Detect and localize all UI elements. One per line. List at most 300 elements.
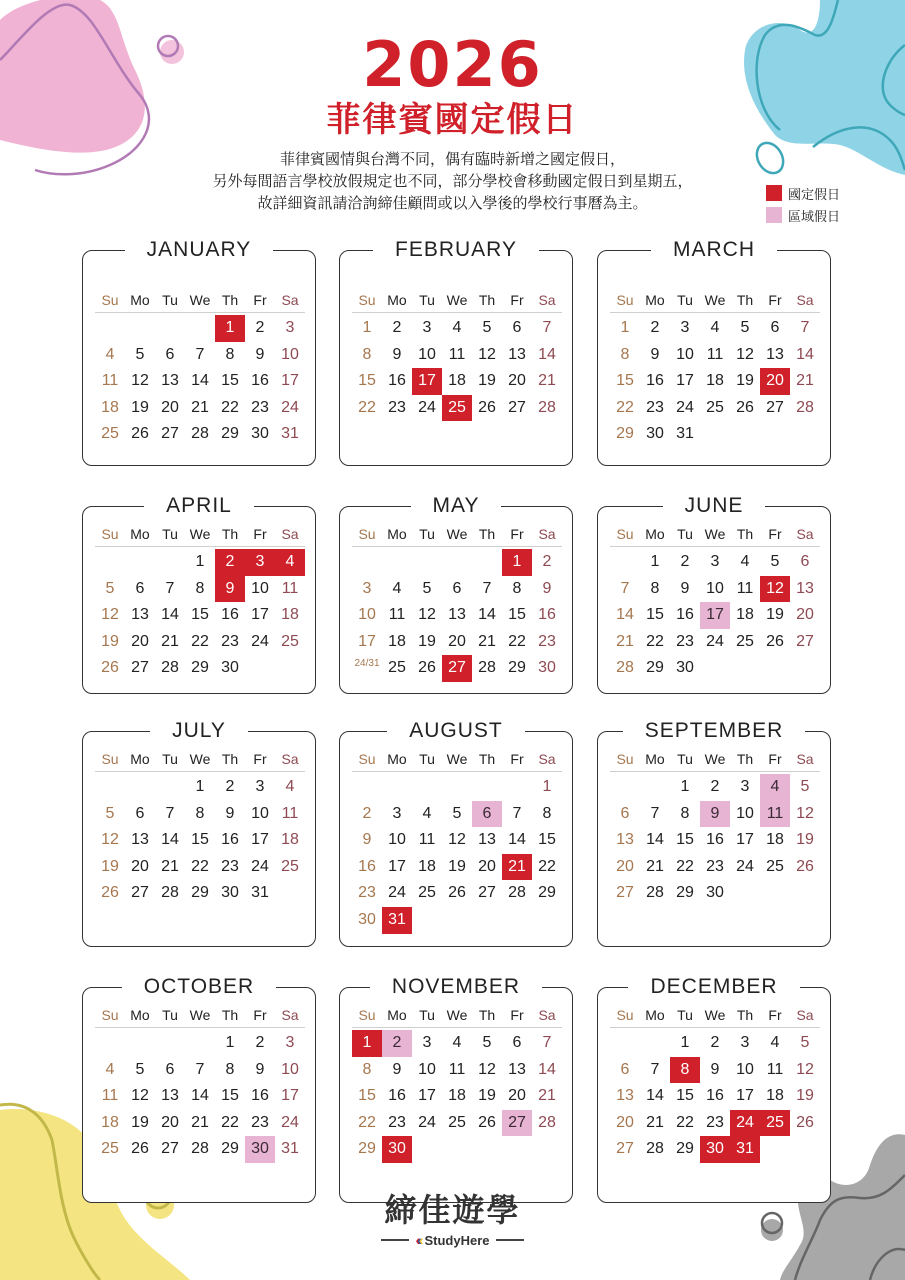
national-holiday-cell: 25 — [760, 1110, 790, 1137]
day-cell: 18 — [766, 831, 784, 849]
day-cell: 19 — [796, 1087, 814, 1105]
month-card-october — [82, 975, 316, 1203]
day-cell: 10 — [418, 345, 436, 363]
day-cell: 12 — [736, 345, 754, 363]
day-cell: 10 — [388, 831, 406, 849]
week-row — [352, 395, 562, 422]
day-cell: 12 — [101, 831, 119, 849]
empty-day-cell — [412, 1136, 442, 1163]
weekday-header — [610, 1004, 820, 1028]
day-cell: 2 — [710, 778, 720, 795]
month-name: JULY — [150, 718, 248, 744]
day-cell: 15 — [358, 1087, 376, 1105]
weekday-header — [95, 748, 305, 772]
day-cell: 30 — [646, 425, 664, 443]
month-name: JUNE — [663, 493, 766, 519]
day-cell: 25 — [736, 632, 754, 650]
day-cell: 27 — [131, 884, 149, 902]
national-holiday-cell: 3 — [245, 549, 275, 576]
month-name: APRIL — [144, 493, 254, 519]
weekday-label: Su — [358, 1007, 376, 1023]
day-cell: 21 — [161, 632, 179, 650]
empty-day-cell — [155, 315, 185, 342]
weekday-label: Sa — [796, 292, 814, 308]
legend-regional — [766, 204, 840, 226]
weekday-label: Th — [478, 751, 496, 767]
day-cell: 11 — [281, 804, 299, 822]
empty-day-cell — [245, 655, 275, 682]
weekday-label: Mo — [645, 1007, 665, 1023]
day-cell: 2 — [392, 319, 402, 336]
day-cell: 7 — [620, 579, 630, 597]
week-row — [610, 549, 820, 576]
day-cell: 15 — [538, 831, 556, 849]
day-cell: 2 — [225, 778, 235, 795]
day-cell: 21 — [478, 632, 496, 650]
day-cell: 10 — [418, 1060, 436, 1078]
day-cell: 22 — [358, 398, 376, 416]
day-cell: 29 — [676, 1140, 694, 1158]
week-row — [610, 854, 820, 881]
month-card-january — [82, 238, 316, 466]
day-cell: 15 — [676, 831, 694, 849]
day-cell: 23 — [538, 632, 556, 650]
week-row — [610, 315, 820, 342]
weekday-label: Su — [101, 526, 119, 542]
week-row — [95, 1030, 305, 1057]
day-cell: 20 — [161, 398, 179, 416]
week-row — [352, 549, 562, 576]
empty-day-cell — [125, 774, 155, 801]
day-cell: 30 — [358, 910, 376, 928]
weekday-label: Fr — [768, 526, 782, 542]
month-card-september — [597, 719, 831, 947]
day-cell: 6 — [620, 804, 630, 822]
regional-holiday-cell: 2 — [382, 1030, 412, 1057]
week-row — [352, 1110, 562, 1137]
day-cell: 8 — [650, 579, 660, 597]
week-row — [95, 342, 305, 369]
day-cell: 29 — [221, 1140, 239, 1158]
weekday-label: Su — [616, 751, 634, 767]
day-cell: 11 — [281, 579, 299, 597]
day-cell: 20 — [616, 1113, 634, 1131]
day-cell: 23 — [388, 398, 406, 416]
day-cell: 23 — [676, 632, 694, 650]
day-cell: 19 — [478, 1087, 496, 1105]
day-cell: 18 — [736, 606, 754, 624]
day-cell: 12 — [448, 831, 466, 849]
weekday-label: Th — [478, 1007, 496, 1023]
day-cell: 16 — [221, 606, 239, 624]
day-cell: 27 — [478, 884, 496, 902]
weekday-label: Th — [736, 292, 754, 308]
month-name: SEPTEMBER — [623, 718, 806, 744]
day-cell: 14 — [538, 345, 556, 363]
weekday-header — [352, 523, 562, 547]
week-row — [95, 576, 305, 603]
day-cell: 7 — [482, 579, 492, 597]
day-cell: 3 — [422, 319, 432, 336]
day-cell: 2 — [255, 319, 265, 336]
empty-day-cell — [442, 907, 472, 934]
weekday-label: Sa — [538, 751, 556, 767]
day-cell: 27 — [508, 398, 526, 416]
weekday-label: Th — [478, 292, 496, 308]
weekday-label: Tu — [162, 751, 178, 767]
weekday-header — [95, 289, 305, 313]
day-cell: 20 — [478, 857, 496, 875]
day-cell: 22 — [616, 398, 634, 416]
day-cell: 17 — [251, 831, 269, 849]
day-cell: 13 — [616, 1087, 634, 1105]
day-cell: 7 — [650, 1060, 660, 1078]
weekday-label: Sa — [796, 751, 814, 767]
day-cell: 13 — [161, 372, 179, 390]
day-cell: 29 — [191, 884, 209, 902]
empty-day-cell — [185, 315, 215, 342]
empty-day-cell — [760, 655, 790, 682]
day-cell: 16 — [251, 372, 269, 390]
day-cell: 14 — [646, 1087, 664, 1105]
month-card-june — [597, 494, 831, 694]
empty-day-cell — [442, 549, 472, 576]
week-row — [610, 629, 820, 656]
national-holiday-swatch — [766, 185, 782, 201]
chevron-logo-icon: ‹‹‹ — [415, 1232, 421, 1248]
day-cell: 28 — [191, 425, 209, 443]
empty-day-cell — [412, 907, 442, 934]
weekday-label: Sa — [538, 526, 556, 542]
day-cell: 14 — [191, 1087, 209, 1105]
day-cell: 10 — [736, 804, 754, 822]
weekday-label: Mo — [130, 526, 150, 542]
week-row — [610, 880, 820, 907]
empty-day-cell — [790, 421, 820, 448]
day-cell: 27 — [161, 425, 179, 443]
week-row — [610, 1083, 820, 1110]
day-cell: 18 — [766, 1087, 784, 1105]
national-holiday-cell: 17 — [412, 368, 442, 395]
month-grid — [352, 748, 562, 934]
week-row — [352, 1030, 562, 1057]
day-cell: 26 — [448, 884, 466, 902]
month-grid — [352, 1004, 562, 1163]
day-cell: 17 — [418, 1087, 436, 1105]
weekday-label: Tu — [162, 292, 178, 308]
day-cell: 23 — [358, 884, 376, 902]
day-cell: 4 — [422, 804, 432, 822]
day-cell: 2 — [710, 1034, 720, 1051]
day-cell: 28 — [538, 1113, 556, 1131]
weekday-label: Th — [221, 526, 239, 542]
week-row — [352, 342, 562, 369]
day-cell: 28 — [161, 659, 179, 677]
day-cell: 15 — [191, 831, 209, 849]
month-grid — [95, 748, 305, 907]
empty-day-cell — [730, 421, 760, 448]
regional-holiday-cell: 4 — [760, 774, 790, 801]
day-cell: 4 — [452, 1034, 462, 1051]
day-cell: 13 — [766, 345, 784, 363]
month-grid — [95, 1004, 305, 1163]
weekday-label: Mo — [130, 1007, 150, 1023]
weekday-label: Su — [358, 526, 376, 542]
day-cell: 12 — [478, 345, 496, 363]
day-cell: 16 — [706, 831, 724, 849]
day-cell: 9 — [392, 345, 402, 363]
day-cell: 18 — [281, 831, 299, 849]
day-cell: 12 — [131, 1087, 149, 1105]
day-cell: 20 — [131, 857, 149, 875]
day-cell: 9 — [542, 579, 552, 597]
weekday-label: We — [189, 751, 211, 767]
day-cell: 15 — [508, 606, 526, 624]
week-row — [95, 421, 305, 448]
weekday-label: Su — [616, 292, 634, 308]
day-cell: 25 — [766, 857, 784, 875]
empty-day-cell — [760, 880, 790, 907]
empty-day-cell — [730, 655, 760, 682]
day-cell: 29 — [616, 425, 634, 443]
empty-day-cell — [125, 315, 155, 342]
week-row — [352, 774, 562, 801]
day-cell: 18 — [281, 606, 299, 624]
week-row — [95, 801, 305, 828]
day-cell: 26 — [796, 1113, 814, 1131]
week-row — [610, 801, 820, 828]
day-cell: 23 — [706, 1113, 724, 1131]
day-cell: 4 — [452, 319, 462, 336]
empty-day-cell — [502, 774, 532, 801]
day-cell: 5 — [422, 579, 432, 597]
day-cell: 1 — [620, 319, 630, 336]
description-line: 故詳細資訊請洽詢締佳顧問或以入學後的學校行事曆為主。 — [257, 194, 648, 212]
day-cell: 22 — [191, 632, 209, 650]
empty-day-cell — [610, 774, 640, 801]
national-holiday-cell: 1 — [502, 549, 532, 576]
day-cell: 31 — [676, 425, 694, 443]
day-cell: 1 — [195, 778, 205, 795]
weekday-label: We — [704, 292, 726, 308]
weekday-label: Th — [736, 526, 754, 542]
national-holiday-cell: 30 — [382, 1136, 412, 1163]
day-cell: 5 — [135, 345, 145, 363]
day-cell: 20 — [508, 372, 526, 390]
week-row — [95, 549, 305, 576]
regional-holiday-cell: 30 — [245, 1136, 275, 1163]
weekday-label: Sa — [796, 1007, 814, 1023]
day-cell: 16 — [358, 857, 376, 875]
day-cell: 22 — [646, 632, 664, 650]
day-cell: 3 — [422, 1034, 432, 1051]
empty-day-cell — [790, 880, 820, 907]
day-cell: 9 — [225, 804, 235, 822]
weekday-label: Th — [221, 292, 239, 308]
day-cell: 17 — [358, 632, 376, 650]
weekday-label: Su — [101, 1007, 119, 1023]
day-cell: 13 — [161, 1087, 179, 1105]
national-holiday-cell: 2 — [215, 549, 245, 576]
day-cell: 10 — [706, 579, 724, 597]
week-row — [352, 602, 562, 629]
day-cell: 15 — [676, 1087, 694, 1105]
week-row — [610, 1110, 820, 1137]
weekday-label: Th — [221, 751, 239, 767]
weekday-label: Fr — [253, 526, 267, 542]
day-cell: 4 — [770, 1034, 780, 1051]
day-cell: 6 — [620, 1060, 630, 1078]
day-cell: 13 — [508, 345, 526, 363]
day-cell: 5 — [770, 553, 780, 570]
day-cell: 27 — [131, 659, 149, 677]
day-cell: 2 — [650, 319, 660, 336]
day-cell: 28 — [191, 1140, 209, 1158]
day-cell: 8 — [225, 1060, 235, 1078]
weekday-label: We — [704, 751, 726, 767]
day-cell: 21 — [646, 857, 664, 875]
week-row — [610, 421, 820, 448]
brand-name-en: StudyHere — [424, 1232, 490, 1248]
day-cell: 22 — [191, 857, 209, 875]
day-cell: 14 — [191, 372, 209, 390]
day-cell: 13 — [131, 831, 149, 849]
day-cell: 30 — [538, 659, 556, 677]
day-cell: 25 — [706, 398, 724, 416]
day-cell: 29 — [221, 425, 239, 443]
day-cell: 7 — [165, 579, 175, 597]
weekday-label: Su — [616, 526, 634, 542]
day-cell: 5 — [105, 579, 115, 597]
month-grid — [95, 289, 305, 448]
week-row — [95, 1110, 305, 1137]
national-holiday-cell: 24 — [730, 1110, 760, 1137]
day-cell: 5 — [740, 319, 750, 336]
empty-day-cell — [155, 1030, 185, 1057]
day-cell: 20 — [131, 632, 149, 650]
month-card-february — [339, 238, 573, 466]
day-cell: 3 — [362, 579, 372, 597]
week-row — [95, 1136, 305, 1163]
day-cell: 14 — [538, 1060, 556, 1078]
day-cell: 26 — [796, 857, 814, 875]
day-cell: 16 — [646, 372, 664, 390]
day-cell: 14 — [508, 831, 526, 849]
day-cell: 15 — [358, 372, 376, 390]
weekday-label: Sa — [281, 1007, 299, 1023]
day-cell: 30 — [706, 884, 724, 902]
month-name: JANUARY — [125, 237, 274, 263]
day-cell: 7 — [512, 804, 522, 822]
day-cell: 20 — [796, 606, 814, 624]
weekday-label: Su — [101, 292, 119, 308]
week-row — [610, 827, 820, 854]
day-cell: 25 — [281, 857, 299, 875]
empty-day-cell — [352, 774, 382, 801]
week-row — [610, 342, 820, 369]
day-cell: 26 — [736, 398, 754, 416]
day-cell: 21 — [191, 398, 209, 416]
weekday-label: We — [189, 292, 211, 308]
day-cell: 6 — [135, 579, 145, 597]
weekday-label: Th — [736, 751, 754, 767]
national-holiday-cell: 4 — [275, 549, 305, 576]
empty-day-cell — [275, 880, 305, 907]
national-holiday-cell: 27 — [442, 655, 472, 682]
weekday-label: Sa — [281, 526, 299, 542]
day-cell: 24 — [251, 632, 269, 650]
day-cell: 12 — [796, 804, 814, 822]
day-cell: 5 — [482, 319, 492, 336]
day-cell: 31 — [251, 884, 269, 902]
empty-day-cell — [412, 549, 442, 576]
day-cell: 25 — [418, 884, 436, 902]
day-cell: 25 — [281, 632, 299, 650]
week-row — [95, 395, 305, 422]
day-cell: 24/31 — [354, 658, 380, 670]
day-cell: 18 — [388, 632, 406, 650]
week-row — [352, 368, 562, 395]
empty-day-cell — [382, 774, 412, 801]
day-cell: 26 — [101, 659, 119, 677]
weekday-label: Tu — [677, 1007, 693, 1023]
day-cell: 13 — [616, 831, 634, 849]
day-cell: 4 — [740, 553, 750, 570]
day-cell: 14 — [796, 345, 814, 363]
day-cell: 3 — [740, 778, 750, 795]
day-cell: 28 — [161, 884, 179, 902]
national-holiday-cell: 9 — [215, 576, 245, 603]
empty-day-cell — [472, 774, 502, 801]
empty-day-cell — [730, 880, 760, 907]
empty-day-cell — [95, 774, 125, 801]
day-cell: 13 — [448, 606, 466, 624]
day-cell: 7 — [195, 345, 205, 363]
day-cell: 3 — [255, 778, 265, 795]
weekday-label: Fr — [768, 1007, 782, 1023]
description-line: 另外每間語言學校放假規定也不同，部分學校會移動國定假日到星期五， — [212, 172, 693, 190]
day-cell: 7 — [800, 319, 810, 336]
day-cell: 12 — [101, 606, 119, 624]
day-cell: 3 — [392, 804, 402, 822]
day-cell: 22 — [508, 632, 526, 650]
month-grid — [610, 289, 820, 448]
weekday-label: Tu — [677, 292, 693, 308]
week-row — [352, 1057, 562, 1084]
national-holiday-cell: 31 — [382, 907, 412, 934]
day-cell: 16 — [706, 1087, 724, 1105]
day-cell: 27 — [796, 632, 814, 650]
weekday-label: We — [189, 1007, 211, 1023]
day-cell: 26 — [418, 659, 436, 677]
divider-line — [496, 1239, 524, 1241]
weekday-header — [610, 289, 820, 313]
brand-tagline — [0, 1232, 905, 1248]
day-cell: 1 — [650, 553, 660, 570]
day-cell: 14 — [616, 606, 634, 624]
day-cell: 9 — [650, 345, 660, 363]
month-grid — [352, 523, 562, 682]
week-row — [95, 602, 305, 629]
day-cell: 3 — [285, 1034, 295, 1051]
empty-day-cell — [352, 549, 382, 576]
weekday-header — [352, 1004, 562, 1028]
day-cell: 11 — [418, 831, 436, 849]
empty-day-cell — [790, 1136, 820, 1163]
year-heading: 2026 — [362, 28, 543, 101]
day-cell: 24 — [281, 1113, 299, 1131]
day-cell: 3 — [680, 319, 690, 336]
